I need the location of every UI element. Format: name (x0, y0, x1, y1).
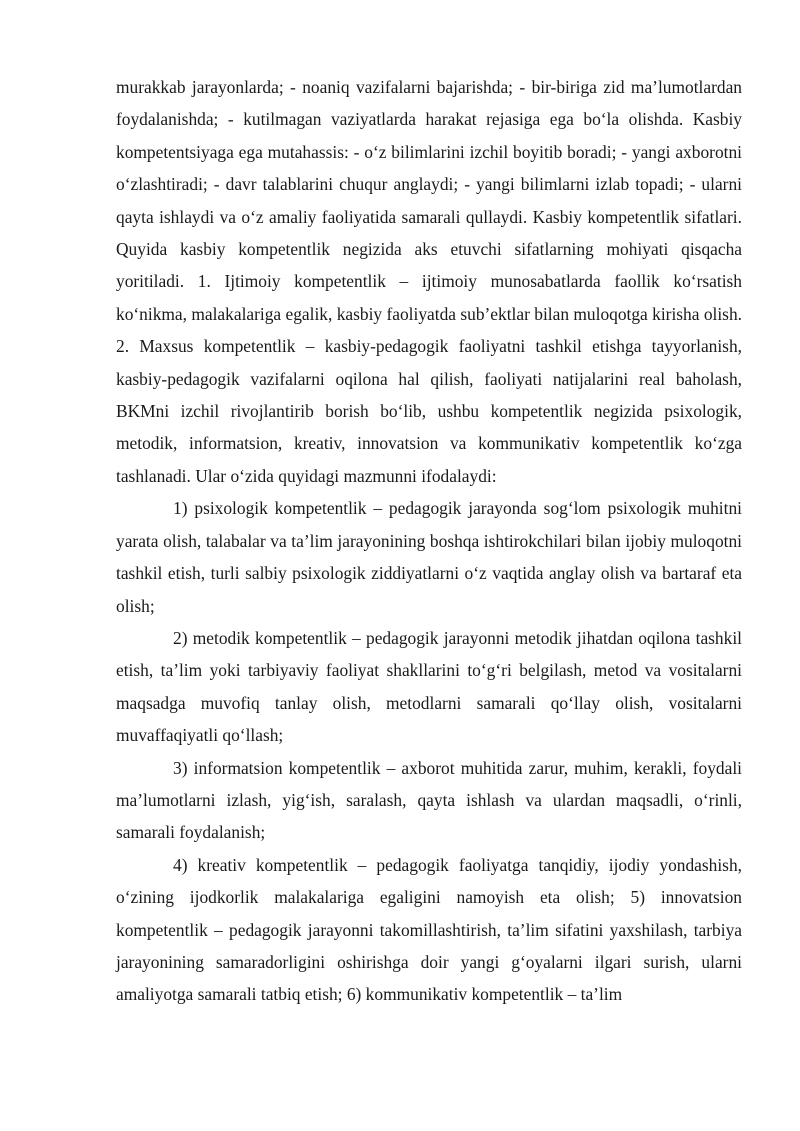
paragraph-methodical-competence: 2) metodik kompetentlik – pedagogik jarayonni metodik jihatdan oqilona tashkil etish, ta’lim yoki tarbiyaviy faoliyat shakllarini to‘g‘ri belgilash, metod va vositalarni maqsadga muvofiq tanlay olish, metodlarni samarali qo‘llay olish, vositalarni muvaffaqiyatli qo‘llash; (116, 627, 742, 746)
paragraph-intro: murakkab jarayonlarda; - noaniq vazifalarni bajarishda; - bir-biriga zid ma’lumotlardan foydalanishda; - kutilmagan vaziyatlarda harakat rejasiga ega bo‘la olishda. Kasbiy kompetentsiyaga ega mutahassis: - o‘z bilimlarini izchil boyitib boradi; - yangi axborotni o‘zlashtiradi; - davr talablarini chuqur anglaydi; - yangi bilimlarni izlab topadi; - ularni qayta ishlaydi va o‘z amaliy faoliyatida samarali qullaydi. Kasbiy kompetentlik sifatlari. Quyida kasbiy kompetentlik negizida aks etuvchi sifatlarning mohiyati qisqacha yoritiladi. 1. Ijtimoiy kompetentlik – ijtimoiy munosabatlarda faollik ko‘rsatish ko‘nikma, malakalariga egalik, kasbiy faoliyatda sub’ektlar bilan muloqotga kirisha olish. 2. Maxsus kompetentlik – kasbiy-pedagogik faoliyatni tashkil etishga tayyorlanish, kasbiy-pedagogik vazifalarni oqilona hal qilish, faoliyati natijalarini real baholash, BKMni izchil rivojlantirib borish bo‘lib, ushbu kompetentlik negizida psixologik, metodik, informatsion, kreativ, innovatsion va kommunikativ kompetentlik ko‘zga tashlanadi. Ular o‘zida quyidagi mazmunni ifodalaydi: (116, 77, 742, 486)
document-body (116, 71, 742, 1011)
paragraph-creative-competence: 4) kreativ kompetentlik – pedagogik faoliyatga tanqidiy, ijodiy yondashish, o‘zining ijodkorlik malakalariga egaligini namoyish eta olish; 5) innovatsion kompetentlik – pedagogik jarayonni takomillashtirish, ta’lim sifatini yaxshilash, tarbiya jarayonining samaradorligini oshirishga doir yangi g‘oyalarni ilgari surish, ularni amaliyotga samarali tatbiq etish; 6) kommunikativ kompetentlik – ta’lim (116, 854, 742, 1005)
paragraph-psychological-competence: 1) psixologik kompetentlik – pedagogik jarayonda sog‘lom psixologik muhitni yarata olish, talabalar va ta’lim jarayonining boshqa ishtirokchilari bilan ijobiy muloqotni tashkil etish, turli salbiy psixologik ziddiyatlarni o‘z vaqtida anglay olish va bartaraf eta olish; (116, 498, 742, 616)
paragraph-informational-competence: 3) informatsion kompetentlik – axborot muhitida zarur, muhim, kerakli, foydali ma’lumotlarni izlash, yig‘ish, saralash, qayta ishlash va ulardan maqsadli, o‘rinli, samarali foydalanish; (116, 757, 742, 843)
